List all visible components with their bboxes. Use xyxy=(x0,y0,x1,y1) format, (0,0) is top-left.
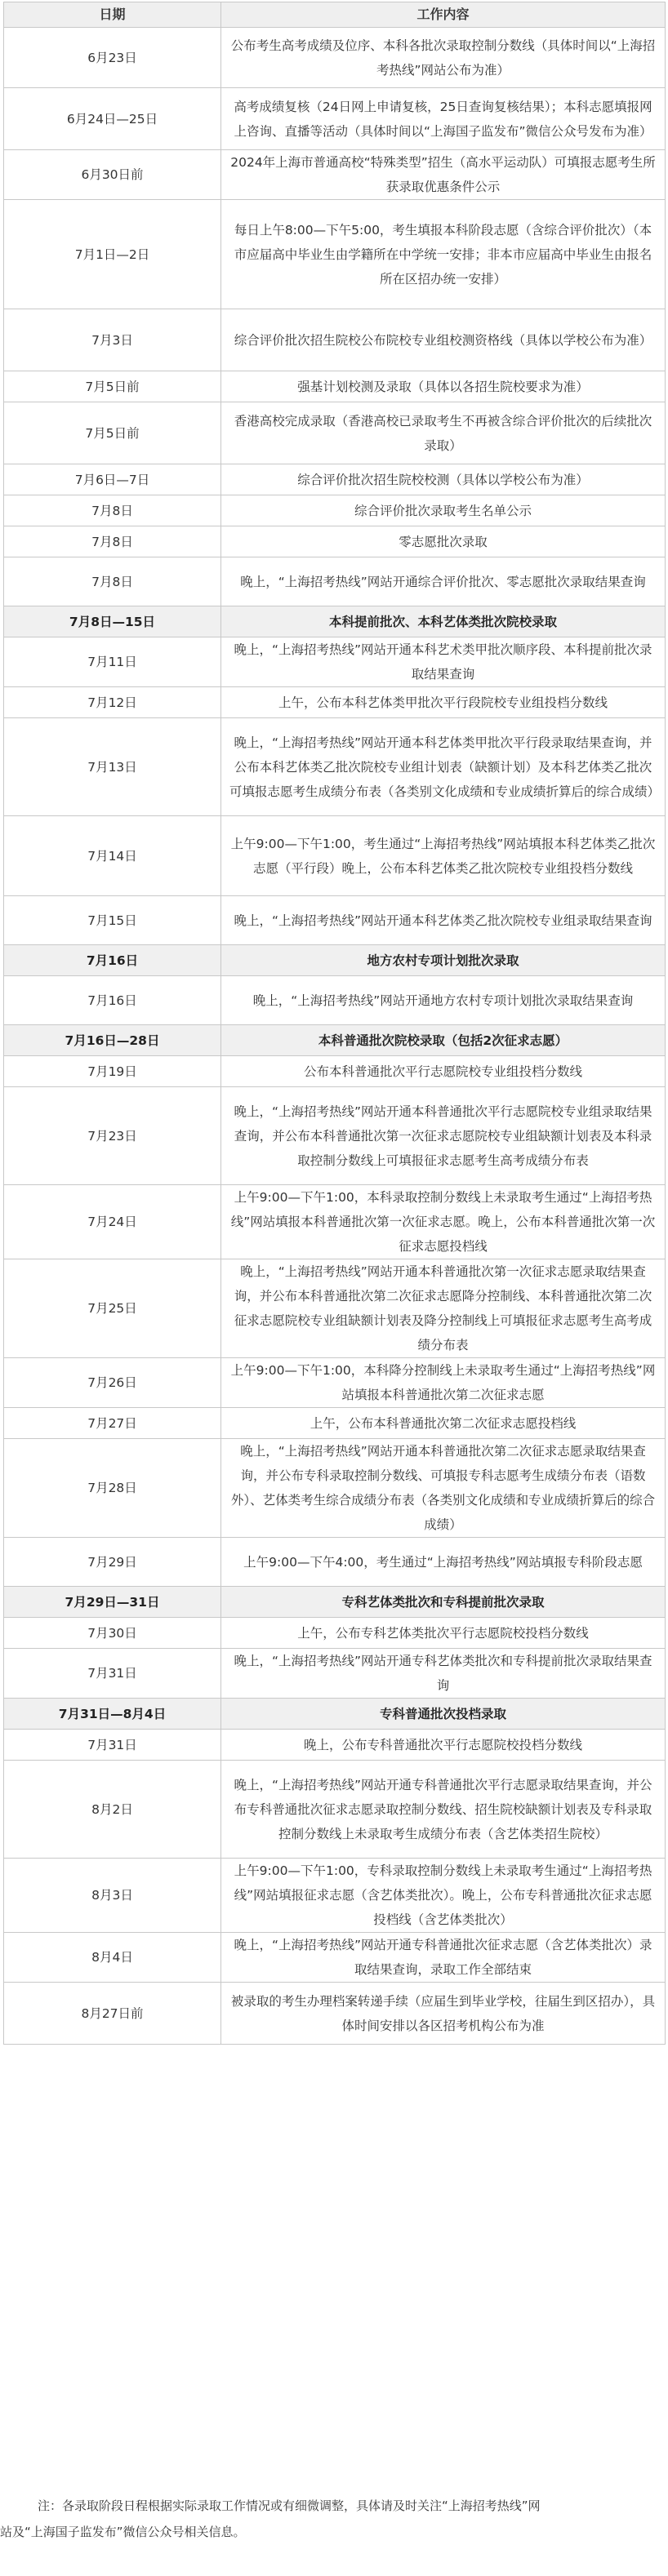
content-cell: 综合评价批次招生院校校测（具体以学校公布为准） xyxy=(221,464,666,495)
date-cell: 8月27日前 xyxy=(4,1983,221,2045)
date-cell: 7月3日 xyxy=(4,309,221,371)
content-cell: 晚上，“上海招考热线”网站开通本科艺术类甲批次顺序段、本科提前批次录取结果查询 xyxy=(221,637,666,687)
date-cell: 6月24日—25日 xyxy=(4,88,221,150)
table-row xyxy=(4,1087,666,1185)
content-cell: 晚上，“上海招考热线”网站开通本科普通批次第一次征求志愿录取结果查询，并公布本科普通批次第二次征求志愿降分控制线、本科普通批次第二次征求志愿院校专业组缺额计划表及降分控制线上可填报征求志愿考生高考成绩分布表 xyxy=(221,1259,666,1358)
content-cell: 零志愿批次录取 xyxy=(221,526,666,557)
date-cell: 7月8日—15日 xyxy=(4,606,221,637)
date-cell: 7月16日 xyxy=(4,976,221,1025)
table-row xyxy=(4,1408,666,1439)
section-row xyxy=(4,945,666,976)
table-row xyxy=(4,1649,666,1699)
content-cell: 专科艺体类批次和专科提前批次录取 xyxy=(221,1587,666,1618)
section-row xyxy=(4,1587,666,1618)
content-cell: 上午9:00—下午4:00，考生通过“上海招考热线”网站填报专科阶段志愿 xyxy=(221,1538,666,1587)
table-row xyxy=(4,816,666,896)
date-cell: 7月8日 xyxy=(4,557,221,606)
date-cell: 7月28日 xyxy=(4,1439,221,1538)
date-cell: 7月31日—8月4日 xyxy=(4,1699,221,1730)
content-cell: 被录取的考生办理档案转递手续（应届生到毕业学校，往届生到区招办），具体时间安排以各区招考机构公布为准 xyxy=(221,1983,666,2045)
table-row xyxy=(4,1538,666,1587)
content-cell: 公布考生高考成绩及位序、本科各批次录取控制分数线（具体时间以“上海招考热线”网站公布为准） xyxy=(221,28,666,88)
table-row xyxy=(4,526,666,557)
content-cell: 上午9:00—下午1:00，本科降分控制线上未录取考生通过“上海招考热线”网站填报本科普通批次第二次征求志愿 xyxy=(221,1358,666,1408)
content-cell: 上午9:00—下午1:00，本科录取控制分数线上未录取考生通过“上海招考热线”网站填报本科普通批次第一次征求志愿。晚上，公布本科普通批次第一次征求志愿投档线 xyxy=(221,1185,666,1259)
table-row xyxy=(4,1983,666,2045)
table-row xyxy=(4,718,666,816)
date-cell: 7月5日前 xyxy=(4,402,221,464)
date-cell: 7月23日 xyxy=(4,1087,221,1185)
content-cell: 晚上，“上海招考热线”网站开通综合评价批次、零志愿批次录取结果查询 xyxy=(221,557,666,606)
date-cell: 7月6日—7日 xyxy=(4,464,221,495)
table-row xyxy=(4,1259,666,1358)
content-cell: 晚上，“上海招考热线”网站开通地方农村专项计划批次录取结果查询 xyxy=(221,976,666,1025)
date-cell: 7月12日 xyxy=(4,687,221,718)
content-cell: 2024年上海市普通高校“特殊类型”招生（高水平运动队）可填报志愿考生所获录取优惠条件公示 xyxy=(221,150,666,200)
date-cell: 7月15日 xyxy=(4,896,221,945)
date-cell: 7月31日 xyxy=(4,1649,221,1699)
date-cell: 7月13日 xyxy=(4,718,221,816)
content-cell: 晚上，“上海招考热线”网站开通专科普通批次平行志愿录取结果查询，并公布专科普通批次征求志愿录取控制分数线、招生院校缺额计划表及专科录取控制分数线上未录取考生成绩分布表（含艺体类招生院校） xyxy=(221,1761,666,1859)
content-cell: 上午，公布本科艺体类甲批次平行段院校专业组投档分数线 xyxy=(221,687,666,718)
table-row xyxy=(4,1358,666,1408)
table-row xyxy=(4,309,666,371)
table-body xyxy=(4,28,666,2045)
date-cell: 8月2日 xyxy=(4,1761,221,1859)
table-row xyxy=(4,464,666,495)
footnote-line-2: 站及“上海国子监发布”微信公众号相关信息。 xyxy=(0,2525,246,2539)
content-column-header: 工作内容 xyxy=(221,2,666,28)
content-cell: 上午9:00—下午1:00，专科录取控制分数线上未录取考生通过“上海招考热线”网站填报征求志愿（含艺体类批次）。晚上，公布专科普通批次征求志愿投档线（含艺体类批次） xyxy=(221,1859,666,1933)
date-cell: 7月30日 xyxy=(4,1618,221,1649)
table-row xyxy=(4,557,666,606)
footnote-line-1: 注：各录取阶段日程根据实际录取工作情况或有细微调整，具体请及时关注“上海招考热线”网 xyxy=(38,2498,541,2513)
date-cell: 7月8日 xyxy=(4,495,221,526)
table-row xyxy=(4,1618,666,1649)
content-cell: 上午9:00—下午1:00，考生通过“上海招考热线”网站填报本科艺体类乙批次志愿（平行段）晚上，公布本科艺体类乙批次院校专业组投档分数线 xyxy=(221,816,666,896)
date-cell: 6月30日前 xyxy=(4,150,221,200)
table-row xyxy=(4,1056,666,1087)
date-cell: 7月8日 xyxy=(4,526,221,557)
date-cell: 7月27日 xyxy=(4,1408,221,1439)
date-cell: 7月5日前 xyxy=(4,371,221,402)
table-row xyxy=(4,88,666,150)
table-row xyxy=(4,1859,666,1933)
table-row xyxy=(4,28,666,88)
date-cell: 8月4日 xyxy=(4,1933,221,1983)
content-cell: 本科普通批次院校录取（包括2次征求志愿） xyxy=(221,1025,666,1056)
content-cell: 晚上，“上海招考热线”网站开通专科普通批次征求志愿（含艺体类批次）录取结果查询，录取工作全部结束 xyxy=(221,1933,666,1983)
content-cell: 高考成绩复核（24日网上申请复核，25日查询复核结果）；本科志愿填报网上咨询、直播等活动（具体时间以“上海国子监发布”微信公众号发布为准） xyxy=(221,88,666,150)
table-row xyxy=(4,896,666,945)
content-cell: 晚上，“上海招考热线”网站开通本科普通批次平行志愿院校专业组录取结果查询，并公布本科普通批次第一次征求志愿院校专业组缺额计划表及本科录取控制分数线上可填报征求志愿考生高考成绩分布表 xyxy=(221,1087,666,1185)
date-column-header: 日期 xyxy=(4,2,221,28)
date-cell: 7月31日 xyxy=(4,1730,221,1761)
content-cell: 本科提前批次、本科艺体类批次院校录取 xyxy=(221,606,666,637)
date-cell: 7月16日—28日 xyxy=(4,1025,221,1056)
table-row xyxy=(4,1185,666,1259)
date-cell: 7月11日 xyxy=(4,637,221,687)
content-cell: 晚上，“上海招考热线”网站开通本科艺体类甲批次平行段录取结果查询，并公布本科艺体类乙批次院校专业组计划表（缺额计划）及本科艺体类乙批次可填报志愿考生成绩分布表（各类别文化成绩和专业成绩折算后的综合成绩） xyxy=(221,718,666,816)
table-row xyxy=(4,200,666,309)
footnote xyxy=(0,2493,668,2545)
content-cell: 综合评价批次招生院校公布院校专业组校测资格线（具体以学校公布为准） xyxy=(221,309,666,371)
table-row xyxy=(4,1761,666,1859)
date-cell: 7月29日 xyxy=(4,1538,221,1587)
content-cell: 地方农村专项计划批次录取 xyxy=(221,945,666,976)
date-cell: 6月23日 xyxy=(4,28,221,88)
date-cell: 7月16日 xyxy=(4,945,221,976)
table-row xyxy=(4,976,666,1025)
date-cell: 7月25日 xyxy=(4,1259,221,1358)
table-row xyxy=(4,495,666,526)
date-cell: 7月14日 xyxy=(4,816,221,896)
date-cell: 7月26日 xyxy=(4,1358,221,1408)
table-row xyxy=(4,637,666,687)
date-cell: 7月19日 xyxy=(4,1056,221,1087)
table-row xyxy=(4,687,666,718)
content-cell: 专科普通批次投档录取 xyxy=(221,1699,666,1730)
table-row xyxy=(4,371,666,402)
admission-schedule-table xyxy=(3,2,666,2045)
date-cell: 7月24日 xyxy=(4,1185,221,1259)
content-cell: 晚上，“上海招考热线”网站开通本科艺体类乙批次院校专业组录取结果查询 xyxy=(221,896,666,945)
content-cell: 晚上，“上海招考热线”网站开通专科艺体类批次和专科提前批次录取结果查询 xyxy=(221,1649,666,1699)
content-cell: 晚上，“上海招考热线”网站开通本科普通批次第二次征求志愿录取结果查询，并公布专科录取控制分数线、可填报专科志愿考生成绩分布表（语数外）、艺体类考生综合成绩分布表（各类别文化成绩和专业成绩折算后的综合成绩） xyxy=(221,1439,666,1538)
section-row xyxy=(4,1699,666,1730)
content-cell: 综合评价批次录取考生名单公示 xyxy=(221,495,666,526)
table-row xyxy=(4,402,666,464)
content-cell: 公布本科普通批次平行志愿院校专业组投档分数线 xyxy=(221,1056,666,1087)
section-row xyxy=(4,1025,666,1056)
table-row xyxy=(4,1439,666,1538)
content-cell: 香港高校完成录取（香港高校已录取考生不再被含综合评价批次的后续批次录取） xyxy=(221,402,666,464)
date-cell: 7月1日—2日 xyxy=(4,200,221,309)
content-cell: 强基计划校测及录取（具体以各招生院校要求为准） xyxy=(221,371,666,402)
date-cell: 7月29日—31日 xyxy=(4,1587,221,1618)
content-cell: 上午，公布专科艺体类批次平行志愿院校投档分数线 xyxy=(221,1618,666,1649)
date-cell: 8月3日 xyxy=(4,1859,221,1933)
section-row xyxy=(4,606,666,637)
content-cell: 上午，公布本科普通批次第二次征求志愿投档线 xyxy=(221,1408,666,1439)
table-row xyxy=(4,150,666,200)
table-row xyxy=(4,1933,666,1983)
table-row xyxy=(4,1730,666,1761)
table-header-row xyxy=(4,2,666,28)
content-cell: 晚上，公布专科普通批次平行志愿院校投档分数线 xyxy=(221,1730,666,1761)
content-cell: 每日上午8:00—下午5:00，考生填报本科阶段志愿（含综合评价批次）（本市应届高中毕业生由学籍所在中学统一安排；非本市应届高中毕业生由报名所在区招办统一安排） xyxy=(221,200,666,309)
